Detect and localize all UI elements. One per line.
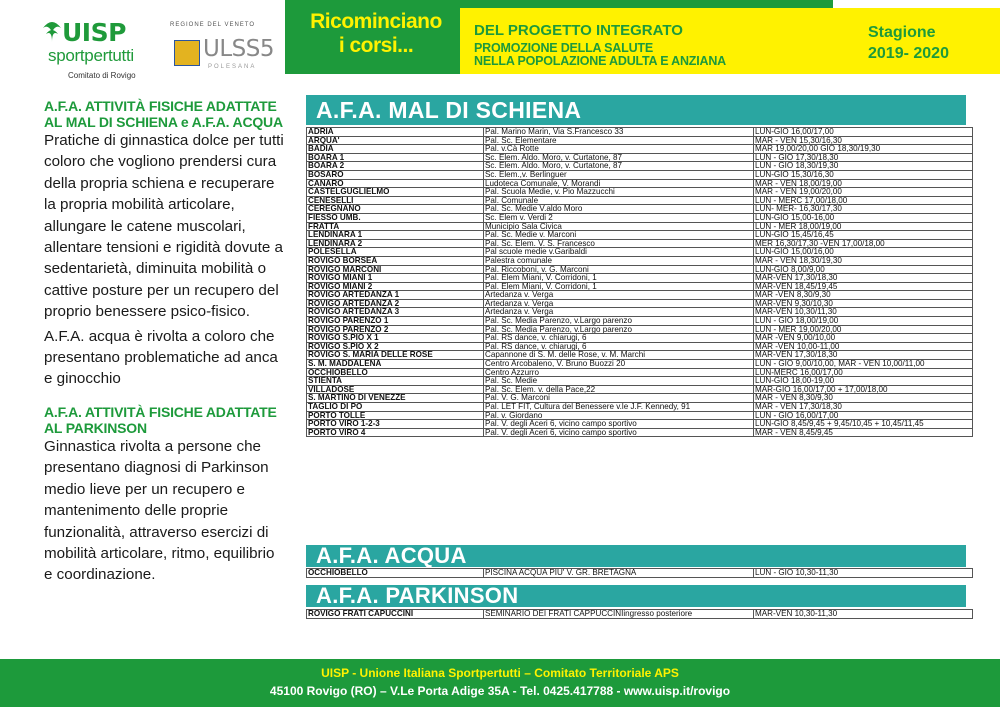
table-row (307, 188, 973, 197)
afa-parkinson-text: Ginnastica rivolta a persone che presentano diagnosi di Parkinson medio lieve per un recupero e mantenimento delle proprie funzionalità, attraverso esercizi di mobilità articolare, ritmo, equilibrio e coordinazione. (44, 437, 275, 584)
promo-line1: PROMOZIONE DELLA SALUTE (474, 41, 653, 55)
ricominciano-line1: Ricominciano (310, 10, 442, 33)
schedule-cell: LUN-GIO 15,00/16,00 (754, 248, 973, 257)
table-row (307, 170, 973, 179)
venue-cell: Pal. RS dance, v. chiarugi, 6 (484, 342, 754, 351)
table-row (307, 299, 973, 308)
location-cell: VILLADOSE (307, 385, 484, 394)
schedule-cell: MAR 19,00/20,00 GIO 18,30/19,30 (754, 145, 973, 154)
ulss-logo (170, 22, 274, 82)
table-row (307, 394, 973, 403)
table-row (307, 385, 973, 394)
table-row (307, 179, 973, 188)
location-cell: ROVIGO PARENZO 2 (307, 325, 484, 334)
table-row (307, 308, 973, 317)
location-cell: CEREGNANO (307, 205, 484, 214)
table-row (307, 377, 973, 386)
location-cell: BADIA (307, 145, 484, 154)
stagione-text: Stagione (868, 24, 936, 41)
venue-cell: Pal. Sc. Elem. V. S. Francesco (484, 239, 754, 248)
ricominciano-line2: i corsi... (338, 34, 414, 57)
venue-cell: Sc. Elem v. Verdi 2 (484, 213, 754, 222)
location-cell: ROVIGO MIANI 1 (307, 274, 484, 283)
location-cell: S. MARTINO DI VENEZZE (307, 394, 484, 403)
uisp-logo (40, 16, 165, 86)
schedule-cell: LUN-GIO 8,45/9,45 + 9,45/10,45 + 10,45/11,45 (754, 420, 973, 429)
location-cell: ROVIGO PARENZO 1 (307, 317, 484, 326)
location-cell: BOARA 2 (307, 162, 484, 171)
footer-line2: 45100 Rovigo (RO) – V.Le Porta Adige 35A - Tel. 0425.417788 - www.uisp.it/rovigo (269, 684, 731, 698)
table-row (307, 231, 973, 240)
location-cell: POLESELLA (307, 248, 484, 257)
schedule-cell: LUN-GIO 15,30/16,30 (754, 170, 973, 179)
table-row (307, 420, 973, 429)
location-cell: CASTELGUGLIELMO (307, 188, 484, 197)
schedule-table-parkinson (306, 609, 973, 619)
uisp-mark-icon (40, 18, 64, 46)
afa-schiena-heading: A.F.A. ATTIVITÀ FISICHE ADATTATE AL MAL DI SCHIENA e A.F.A. ACQUA (44, 98, 283, 130)
location-cell: ARQUA' (307, 136, 484, 145)
schedule-cell: MAR-GIO 16,00/17,00 + 17,00/18,00 (754, 385, 973, 394)
location-cell: ROVIGO ARTEDANZA 1 (307, 291, 484, 300)
ulss-sub: POLESANA (208, 64, 257, 70)
location-cell: ROVIGO S. MARIA DELLE ROSE (307, 351, 484, 360)
schedule-cell: MER 16,30/17,30 -VEN 17,00/18,00 (754, 239, 973, 248)
table-row (307, 360, 973, 369)
venue-cell: Centro Azzurro (484, 368, 754, 377)
venue-cell: Artedanza v. Verga (484, 308, 754, 317)
venue-cell: Sc. Elem. Aldo. Moro, v. Curtatone, 87 (484, 162, 754, 171)
table-row (307, 325, 973, 334)
schedule-cell: MAR-VEN 18,45/19,45 (754, 282, 973, 291)
location-cell: STIENTA (307, 377, 484, 386)
venue-cell: Artedanza v. Verga (484, 299, 754, 308)
schedule-cell: LUN-GIO 18,00-19,00 (754, 377, 973, 386)
section-bar-acqua: A.F.A. ACQUA (306, 545, 966, 567)
schedule-cell: MAR-VEN 17,30/18,30 (754, 274, 973, 283)
venue-cell: Centro Arcobaleno, V. Bruno Buozzi 20 (484, 360, 754, 369)
venue-cell: Pal. Sc. Medie (484, 377, 754, 386)
uisp-logo-text: UISP (62, 18, 126, 47)
schedule-cell: MAR - VEN 8,45/9,45 (754, 428, 973, 437)
lion-emblem-icon (174, 40, 200, 66)
venue-cell: Pal. Elem Miani, V. Corridoni, 1 (484, 274, 754, 283)
schedule-cell: MAR - VEN 17,30/18,30 (754, 403, 973, 412)
table-row (307, 136, 973, 145)
venue-cell: Sc. Elem.,v. Berlinguer (484, 170, 754, 179)
comitato-text: Comitato di Rovigo (68, 71, 136, 80)
schedule-cell: LUN-GIO 8,00/9,00 (754, 265, 973, 274)
location-cell: PORTO TOLLE (307, 411, 484, 420)
venue-cell: SEMINARIO DEI FRATI CAPPUCCINIingresso posteriore (484, 610, 754, 619)
schedule-cell: MAR - VEN 18,30/19,30 (754, 256, 973, 265)
ulss-name: ULSS5 (203, 36, 274, 62)
promo-line2: NELLA POPOLAZIONE ADULTA E ANZIANA (474, 54, 726, 68)
schedule-cell: MAR - VEN 19,00/20,00 (754, 188, 973, 197)
schedule-cell: LUN - MERC 17,00/18,00 (754, 196, 973, 205)
venue-cell: Pal. V. degli Aceri 6, vicino campo sportivo (484, 420, 754, 429)
schedule-cell: MAR - VEN 8,30/9,30 (754, 394, 973, 403)
table-row (307, 351, 973, 360)
schedule-cell: LUN - MER 18,00/19,00 (754, 222, 973, 231)
section-bar-mal-di-schiena: A.F.A. MAL DI SCHIENA (306, 95, 966, 125)
schedule-cell: LUN- MER- 16,30/17,30 (754, 205, 973, 214)
location-cell: ROVIGO MIANI 2 (307, 282, 484, 291)
location-cell: LENDINARA 1 (307, 231, 484, 240)
promozione-title (474, 42, 726, 68)
venue-cell: Pal. Sc. Medie V.aldo Moro (484, 205, 754, 214)
venue-cell: Capannone di S. M. delle Rose, v. M. Marchi (484, 351, 754, 360)
location-cell: TAGLIO DI PO (307, 403, 484, 412)
schedule-cell: LUN - GIO 9,00/10,00, MAR - VEN 10,00/11,00 (754, 360, 973, 369)
venue-cell: Pal. Marino Marin, Via S.Francesco 33 (484, 128, 754, 137)
table-row (307, 145, 973, 154)
schedule-table-acqua (306, 568, 973, 578)
location-cell: ADRIA (307, 128, 484, 137)
location-cell: ROVIGO S.PIO X 1 (307, 334, 484, 343)
table-row (307, 428, 973, 437)
description-column (44, 98, 284, 589)
venue-cell: Palestra comunale (484, 256, 754, 265)
venue-cell: Pal. V. degli Aceri 6, vicino campo sportivo (484, 428, 754, 437)
schedule-cell: LUN - GIO 18,00/19,00 (754, 317, 973, 326)
schedule-cell: MAR -VEN 9,00/10,00 (754, 334, 973, 343)
schedule-cell: LUN-GIO 16,00/17,00 (754, 128, 973, 137)
table-row (307, 291, 973, 300)
table-row (307, 213, 973, 222)
location-cell: CENESELLI (307, 196, 484, 205)
location-cell: FRATTA (307, 222, 484, 231)
schedule-cell: LUN - GIO 16,00/17,00 (754, 411, 973, 420)
venue-cell: Pal scuole medie v.Garibaldi (484, 248, 754, 257)
venue-cell: Pal. RS dance, v. chiarugi, 6 (484, 334, 754, 343)
venue-cell: Pal. Sc. Elem. v. della Pace,22 (484, 385, 754, 394)
location-cell: CANARO (307, 179, 484, 188)
schedule-cell: LUN - GIO 18,30/19,30 (754, 162, 973, 171)
schedule-cell: MAR-VEN 17,30/18,30 (754, 351, 973, 360)
location-cell: BOARA 1 (307, 153, 484, 162)
table-row (307, 342, 973, 351)
venue-cell: Ludoteca Comunale, V. Morandi (484, 179, 754, 188)
venue-cell: PISCINA ACQUA PIU' V. GR. BRETAGNA (484, 569, 754, 578)
schedule-cell: LUN-MERC 16,00/17,00 (754, 368, 973, 377)
schedule-cell: MAR -VEN 10,00-11,00 (754, 342, 973, 351)
table-row (307, 265, 973, 274)
venue-cell: Pal. v. Giordano (484, 411, 754, 420)
table-row (307, 196, 973, 205)
table-row (307, 256, 973, 265)
table-row (307, 334, 973, 343)
location-cell: ROVIGO MARCONI (307, 265, 484, 274)
venue-cell: Pal. Sc. Medie v. Marconi (484, 231, 754, 240)
venue-cell: Artedanza v. Verga (484, 291, 754, 300)
location-cell: FIESSO UMB. (307, 213, 484, 222)
table-row (307, 248, 973, 257)
stagione-years: 2019- 2020 (868, 45, 949, 62)
table-row (307, 411, 973, 420)
table-row (307, 368, 973, 377)
schedule-cell: LUN - GIO 10,30-11,30 (754, 569, 973, 578)
venue-cell: Municipio Sala Civica (484, 222, 754, 231)
location-cell: OCCHIOBELLO (307, 368, 484, 377)
table-row (307, 317, 973, 326)
table-row (307, 403, 973, 412)
schedule-cell: LUN-GIO 15,00-16,00 (754, 213, 973, 222)
stagione-label (868, 22, 949, 64)
venue-cell: Pal. Riccoboni, v. G. Marconi (484, 265, 754, 274)
table-row (307, 128, 973, 137)
venue-cell: Pal. Elem Miani, V. Corridoni, 1 (484, 282, 754, 291)
sportpertutti-text: sportpertutti (48, 46, 134, 65)
location-cell: LENDINARA 2 (307, 239, 484, 248)
section-bar-parkinson: A.F.A. PARKINSON (306, 585, 966, 607)
venue-cell: Pal. Sc. Media Parenzo, v.Largo parenzo (484, 325, 754, 334)
venue-cell: Pal. Scuola Medie, v. Pio Mazzucchi (484, 188, 754, 197)
location-cell: PORTO VIRO 4 (307, 428, 484, 437)
location-cell: PORTO VIRO 1-2-3 (307, 420, 484, 429)
venue-cell: Pal. Comunale (484, 196, 754, 205)
afa-parkinson-heading: A.F.A. ATTIVITÀ FISICHE ADATTATE AL PARKINSON (44, 403, 277, 436)
venue-cell: Pal. V. G. Marconi (484, 394, 754, 403)
location-cell: ROVIGO FRATI CAPUCCINI (307, 610, 484, 619)
table-row (307, 569, 973, 578)
schedule-cell: LUN - MER 19,00/20,00 (754, 325, 973, 334)
venue-cell: Pal. LET FIT, Cultura del Benessere v.le J.F. Kennedy, 91 (484, 403, 754, 412)
schedule-cell: LUN-GIO 15,45/16,45 (754, 231, 973, 240)
regione-veneto-text: REGIONE DEL VENETO (170, 22, 256, 28)
schedule-cell: MAR -VEN 8,30/9,30 (754, 291, 973, 300)
schedule-table-mal-di-schiena (306, 127, 973, 437)
schedule-cell: MAR - VEN 18,00/19,00 (754, 179, 973, 188)
table-row (307, 205, 973, 214)
afa-acqua-text: A.F.A. acqua è rivolta a coloro che presentano problematiche ad anca e ginocchio (44, 327, 278, 388)
venue-cell: Pal. Sc. Elementare (484, 136, 754, 145)
location-cell: ROVIGO S.PIO X 2 (307, 342, 484, 351)
footer-line1: UISP - Unione Italiana Sportpertutti – Comitato Territoriale APS (321, 666, 679, 680)
schedule-cell: MAR-VEN 10,30/11,30 (754, 308, 973, 317)
location-cell: S. M. MADDALENA (307, 360, 484, 369)
venue-cell: Sc. Elem. Aldo. Moro, v. Curtatone, 87 (484, 153, 754, 162)
table-row (307, 282, 973, 291)
venue-cell: Pal. v.Cà Rotte (484, 145, 754, 154)
table-row (307, 610, 973, 619)
table-row (307, 239, 973, 248)
venue-cell: Pal. Sc. Media Parenzo, v.Largo parenzo (484, 317, 754, 326)
table-row (307, 153, 973, 162)
location-cell: ROVIGO ARTEDANZA 3 (307, 308, 484, 317)
location-cell: ROVIGO BORSEA (307, 256, 484, 265)
schedule-cell: MAR - VEN 15,30/16,30 (754, 136, 973, 145)
ricominciano-title (292, 10, 460, 58)
table-row (307, 162, 973, 171)
location-cell: OCCHIOBELLO (307, 569, 484, 578)
progetto-title: DEL PROGETTO INTEGRATO (474, 22, 683, 39)
afa-schiena-text: Pratiche di ginnastica dolce per tutti coloro che vogliono prendersi cura della propria schiena e recuperare la propria mobilità articolare, allungare le catene muscolari, allentare tensioni e rigidità dovute a sedentarietà, diminuita mobilità o cattive posture per un recupero del proprio benessere psico-fisico. (44, 132, 284, 321)
table-row (307, 274, 973, 283)
schedule-cell: MAR-VEN 10,30-11,30 (754, 610, 973, 619)
location-cell: ROVIGO ARTEDANZA 2 (307, 299, 484, 308)
table-row (307, 222, 973, 231)
schedule-cell: MAR-VEN 9,30/10,30 (754, 299, 973, 308)
location-cell: BOSARO (307, 170, 484, 179)
schedule-cell: LUN - GIO 17,30/18,30 (754, 153, 973, 162)
